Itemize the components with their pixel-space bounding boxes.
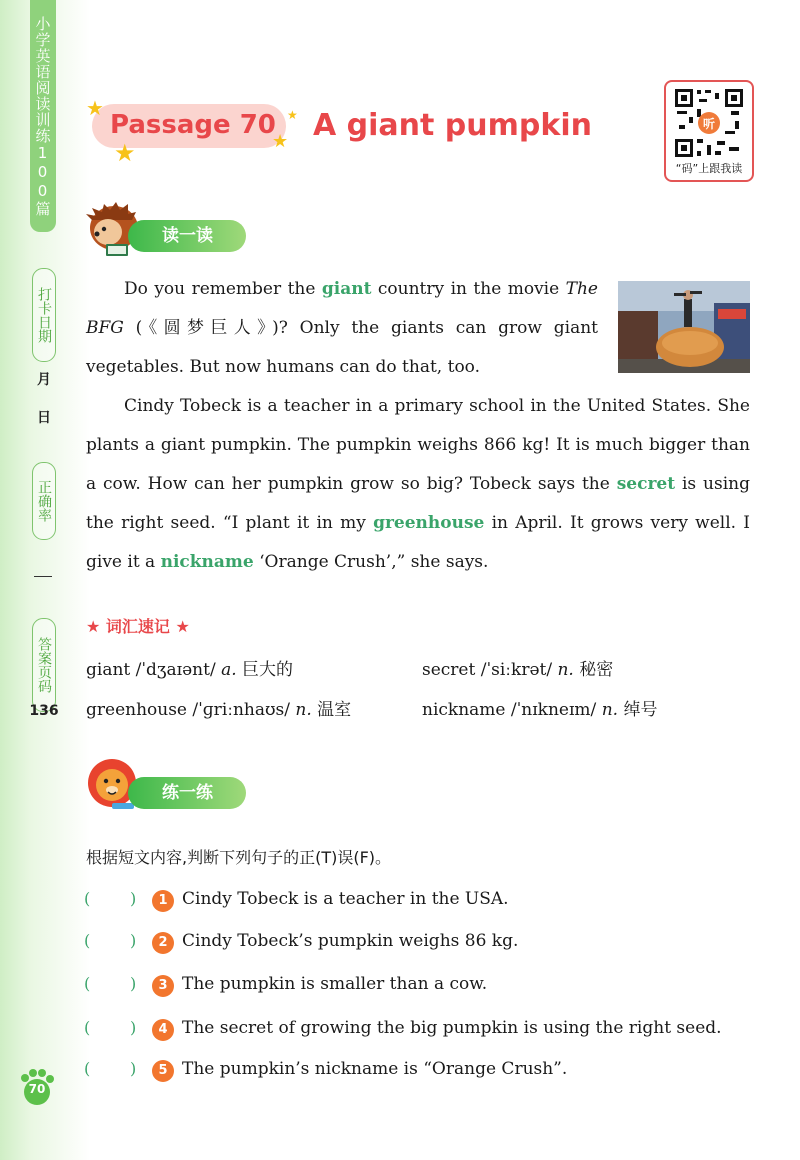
answer-paren-open[interactable]: ( — [84, 1018, 91, 1037]
pumpkin-photo — [618, 281, 750, 373]
vocab-word: nickname — [160, 552, 254, 572]
qr-listen-label: 听 — [702, 117, 716, 131]
qr-code-card[interactable] — [664, 80, 754, 182]
practice-section-heading: 练一练 — [128, 777, 246, 809]
page-number: 70 — [28, 1082, 46, 1096]
vocab-entry-greenhouse: greenhouse /ˈɡriːnhaʊs/ n. 温室 — [86, 700, 352, 720]
answer-paren-open[interactable]: ( — [84, 1059, 91, 1078]
question-text: Cindy Tobeck’s pumpkin weighs 86 kg. — [182, 931, 519, 951]
question-number: 1 — [152, 890, 174, 912]
question-number: 2 — [152, 932, 174, 954]
paragraph-2: Cindy Tobeck is a teacher in a primary school in the United States. She plants a giant pumpkin. The pumpkin weighs 866 kg! It is much bigger than a cow. How can her pumpkin grow so big? Tobeck says the secret is using the right seed. “I plant it in my greenhouse in April. It grows very well. I give it a nickname ‘Orange Crush’,” she says. — [86, 396, 750, 572]
vocab-heading: ★ 词汇速记 ★ — [86, 617, 190, 636]
movie-title: The BFG — [86, 279, 598, 338]
passage-number: Passage 70 — [110, 110, 276, 140]
question-text: The pumpkin is smaller than a cow. — [182, 974, 488, 994]
star-icon: ★ — [287, 108, 298, 122]
page-title: A giant pumpkin — [313, 108, 592, 143]
vocab-entry-giant: giant /ˈdʒaɪənt/ a. 巨大的 — [86, 660, 294, 680]
question-text: The pumpkin’s nickname is “Orange Crush”. — [182, 1059, 568, 1079]
answer-page-label: 答案页码 — [32, 618, 56, 712]
vocab-entry-nickname: nickname /ˈnɪkneɪm/ n. 绰号 — [422, 700, 658, 720]
star-icon: ★ — [86, 96, 104, 120]
question-text: Cindy Tobeck is a teacher in the USA. — [182, 889, 509, 909]
accuracy-label: 正确率 — [32, 462, 56, 540]
day-label: 日 — [37, 410, 51, 426]
qr-code-icon — [673, 87, 745, 159]
answer-paren-close[interactable]: ) — [130, 974, 137, 993]
vocab-word: giant — [321, 279, 372, 299]
vocab-word: greenhouse — [373, 513, 485, 533]
question-number: 3 — [152, 975, 174, 997]
answer-paren-open[interactable]: ( — [84, 974, 91, 993]
answer-paren-close[interactable]: ) — [130, 1018, 137, 1037]
series-title: 小学英语阅读训练100篇 — [30, 0, 56, 232]
question-number: 4 — [152, 1019, 174, 1041]
vocab-word: secret — [616, 474, 676, 494]
answer-page-number: 136 — [29, 703, 59, 719]
star-icon: ★ — [272, 131, 289, 152]
accuracy-blank — [34, 576, 52, 577]
question-number: 5 — [152, 1060, 174, 1082]
answer-paren-close[interactable]: ) — [130, 931, 137, 950]
paragraph-1: Do you remember the giant country in the movie The BFG (《圆梦巨人》)? Only the giants can grow giant vegetables. But now humans can do that, too. — [86, 279, 598, 377]
star-icon: ★ — [114, 139, 136, 167]
answer-paren-close[interactable]: ) — [130, 889, 137, 908]
vocab-entry-secret: secret /ˈsiːkrət/ n. 秘密 — [422, 660, 614, 680]
exercise-instruction: 根据短文内容,判断下列句子的正(T)误(F)。 — [86, 848, 392, 867]
checkin-date-label: 打卡日期 — [32, 268, 56, 362]
month-label: 月 — [37, 372, 51, 388]
qr-caption: “码”上跟我读 — [675, 162, 743, 175]
answer-paren-open[interactable]: ( — [84, 931, 91, 950]
question-text: The secret of growing the big pumpkin is using the right seed. — [182, 1018, 722, 1038]
read-section-heading: 读一读 — [128, 220, 246, 252]
answer-paren-open[interactable]: ( — [84, 889, 91, 908]
answer-paren-close[interactable]: ) — [130, 1059, 137, 1078]
